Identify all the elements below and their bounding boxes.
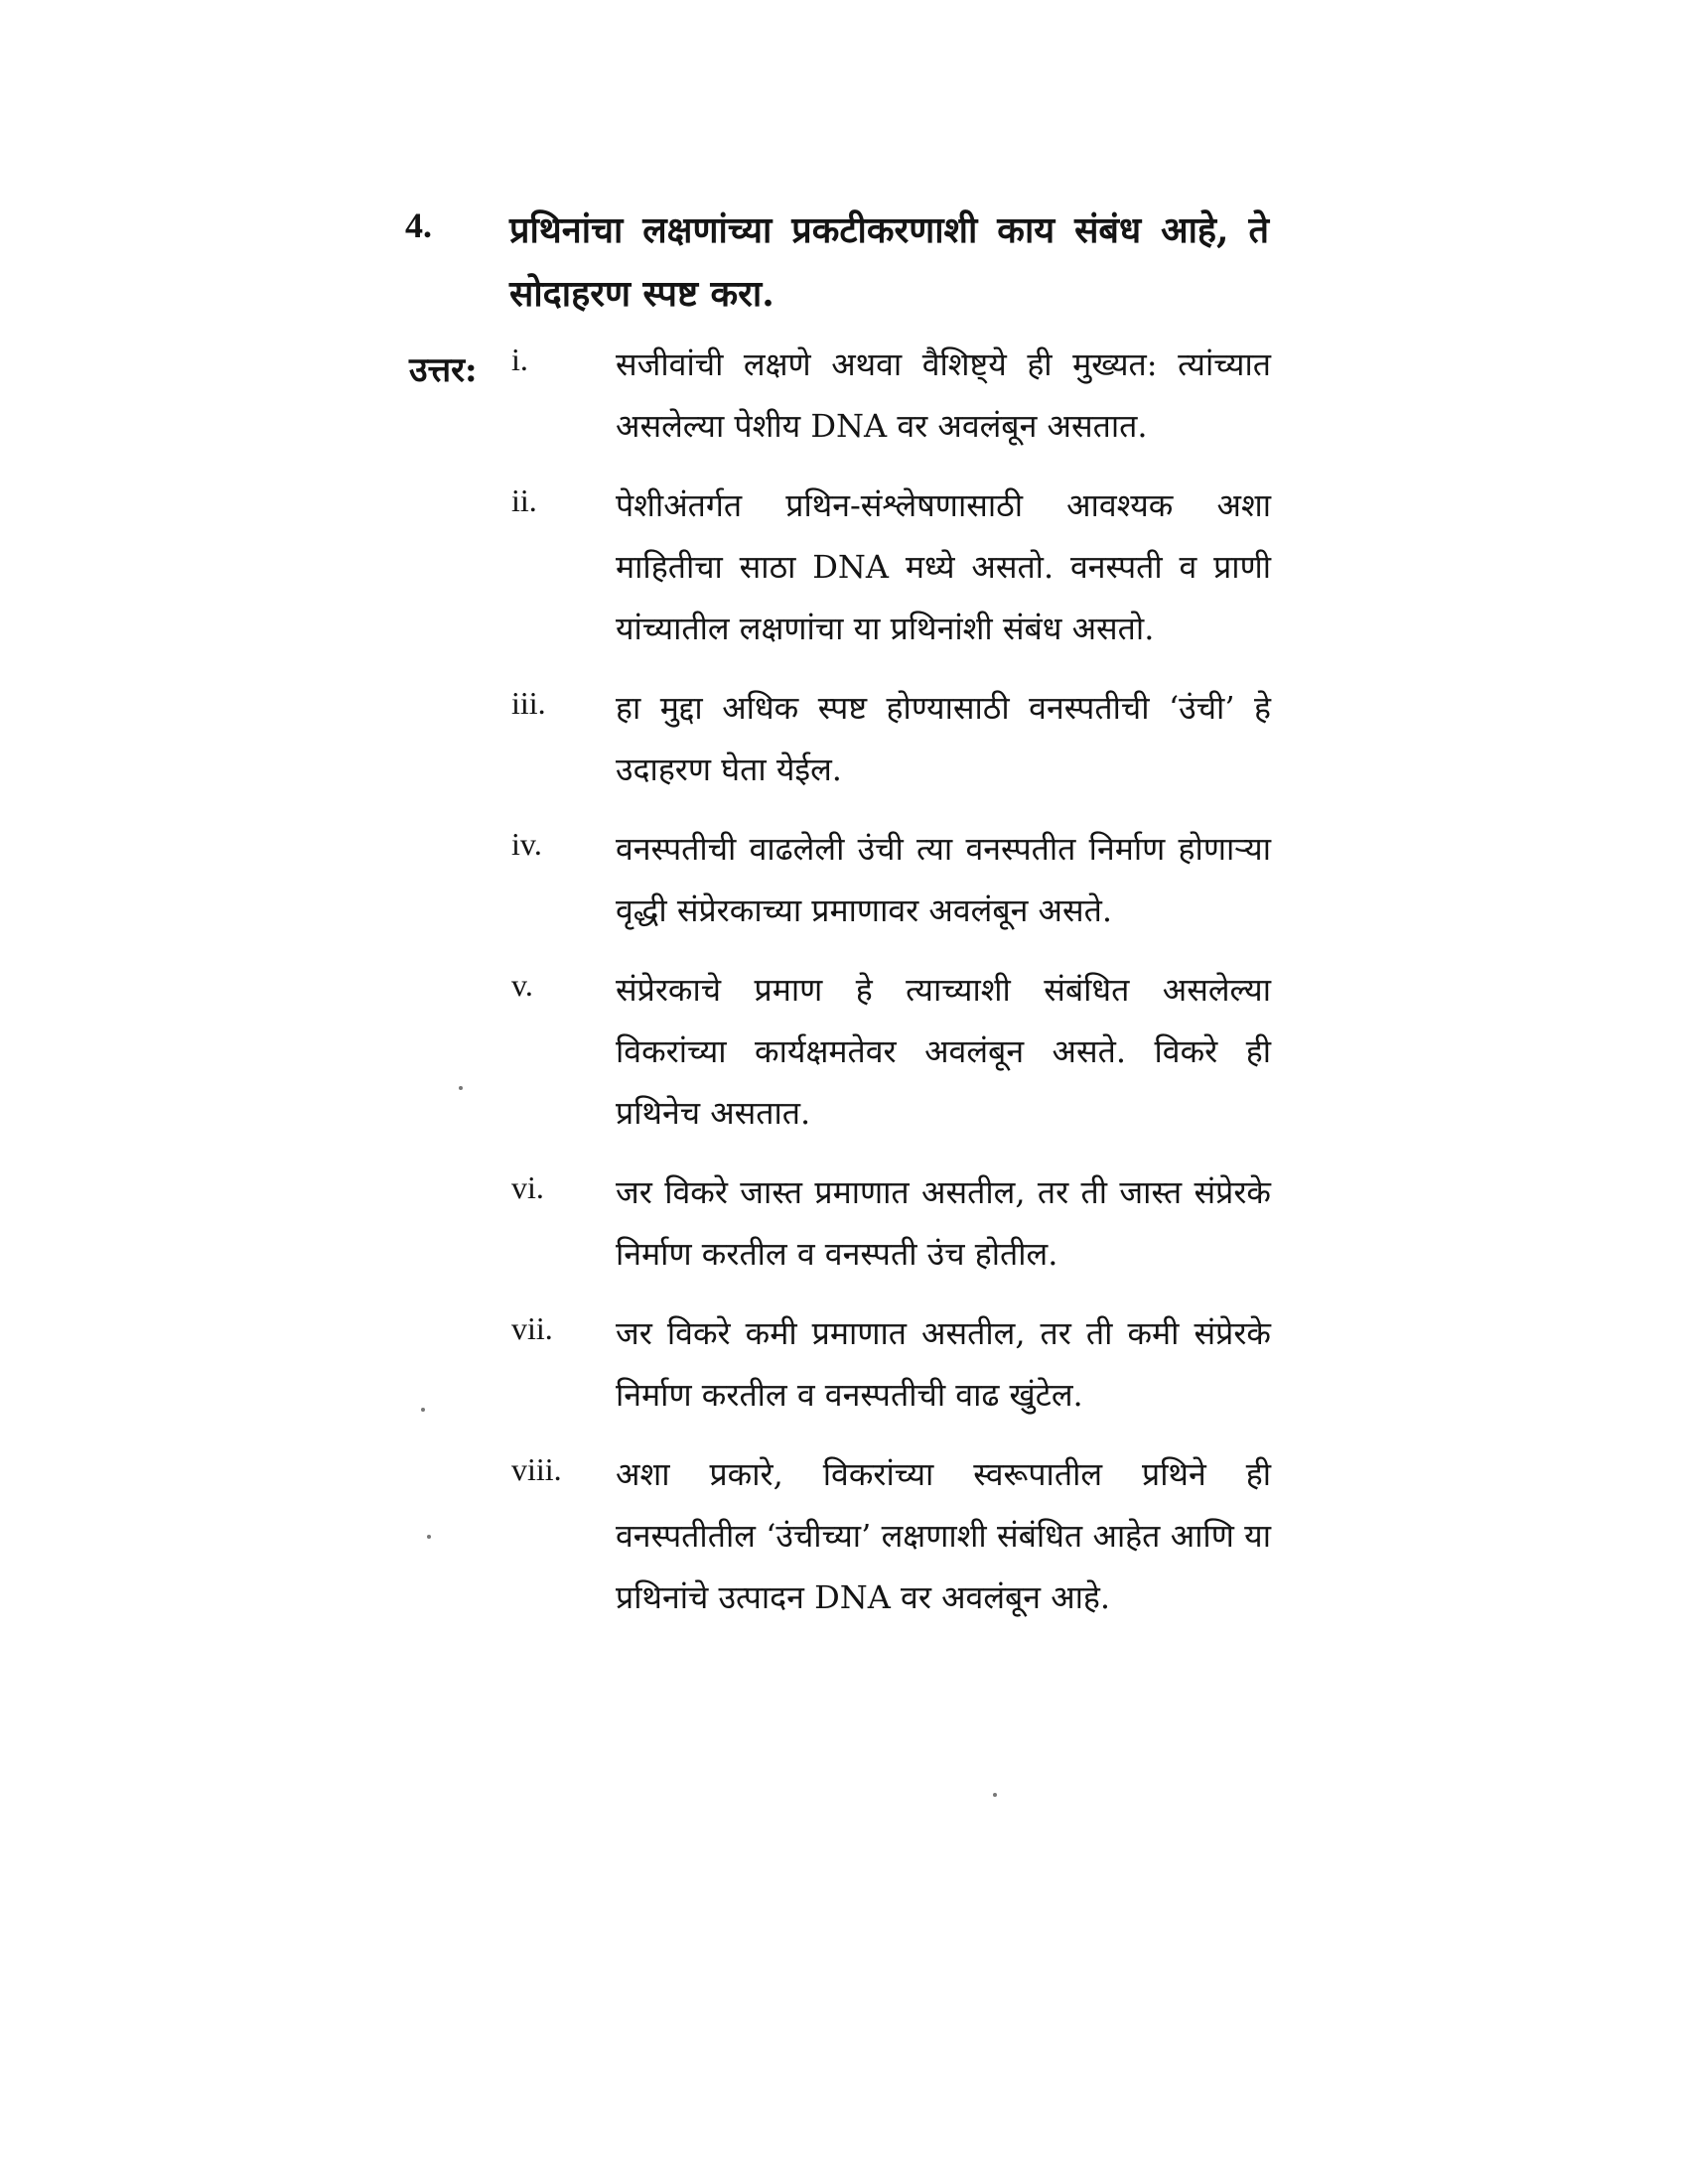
answer-item-6	[511, 1161, 1271, 1285]
answer-item-7	[511, 1302, 1271, 1426]
answer-item-marker: ii.	[511, 482, 537, 518]
scan-speck	[459, 1086, 463, 1090]
answer-label: उत्तर:	[409, 350, 478, 390]
answer-item-marker: i.	[511, 341, 528, 377]
answer-item-3	[511, 677, 1271, 800]
answer-item-1	[511, 334, 1271, 457]
answer-item-text: वनस्पतीची वाढलेली उंची त्या वनस्पतीत निर्माण होणाऱ्या वृद्धी संप्रेरकाच्या प्रमाणावर अवलंबून असते.	[616, 830, 1271, 929]
answer-list	[511, 334, 1271, 1646]
answer-item-text: जर विकरे जास्त प्रमाणात असतील, तर ती जास्त संप्रेरके निर्माण करतील व वनस्पती उंच होतील.	[616, 1173, 1271, 1273]
answer-item-5	[511, 959, 1271, 1144]
scan-speck	[427, 1535, 431, 1539]
answer-item-marker: iv.	[511, 826, 542, 862]
answer-item-2	[511, 475, 1271, 659]
question-number: 4.	[405, 205, 432, 245]
answer-item-marker: vii.	[511, 1310, 553, 1346]
answer-item-8	[511, 1443, 1271, 1628]
answer-item-text: सजीवांची लक्षणे अथवा वैशिष्ट्ये ही मुख्यत: त्यांच्यात असलेल्या पेशीय DNA वर अवलंबून असतात.	[616, 345, 1271, 445]
answer-item-marker: iii.	[511, 685, 546, 721]
answer-item-marker: vi.	[511, 1169, 544, 1205]
answer-item-text: पेशीअंतर्गत प्रथिन-संश्लेषणासाठी आवश्यक अशा माहितीचा साठा DNA मध्ये असतो. वनस्पती व प्राणी यांच्यातील लक्षणांचा या प्रथिनांशी संबंध असतो.	[616, 486, 1271, 647]
answer-item-text: संप्रेरकाचे प्रमाण हे त्याच्याशी संबंधित असलेल्या विकरांच्या कार्यक्षमतेवर अवलंबून असते. विकरे ही प्रथिनेच असतात.	[616, 971, 1271, 1132]
scan-speck	[993, 1793, 997, 1797]
answer-item-text: जर विकरे कमी प्रमाणात असतील, तर ती कमी संप्रेरके निर्माण करतील व वनस्पतीची वाढ खुंटेल.	[616, 1314, 1271, 1414]
answer-item-text: हा मुद्दा अधिक स्पष्ट होण्यासाठी वनस्पतीची ‘उंची’ हे उदाहरण घेता येईल.	[616, 689, 1271, 788]
answer-item-marker: viii.	[511, 1451, 562, 1487]
answer-item-marker: v.	[511, 967, 533, 1003]
answer-item-text: अशा प्रकारे, विकरांच्या स्वरूपातील प्रथिने ही वनस्पतीतील ‘उंचीच्या’ लक्षणाशी संबंधित आहेत आणि या प्रथिनांचे उत्पादन DNA वर अवलंबून आहे.	[616, 1455, 1271, 1616]
question-text: प्रथिनांचा लक्षणांच्या प्रकटीकरणाशी काय संबंध आहे, ते सोदाहरण स्पष्ट करा.	[509, 209, 1269, 315]
answer-item-4	[511, 818, 1271, 941]
scan-speck	[421, 1408, 425, 1412]
